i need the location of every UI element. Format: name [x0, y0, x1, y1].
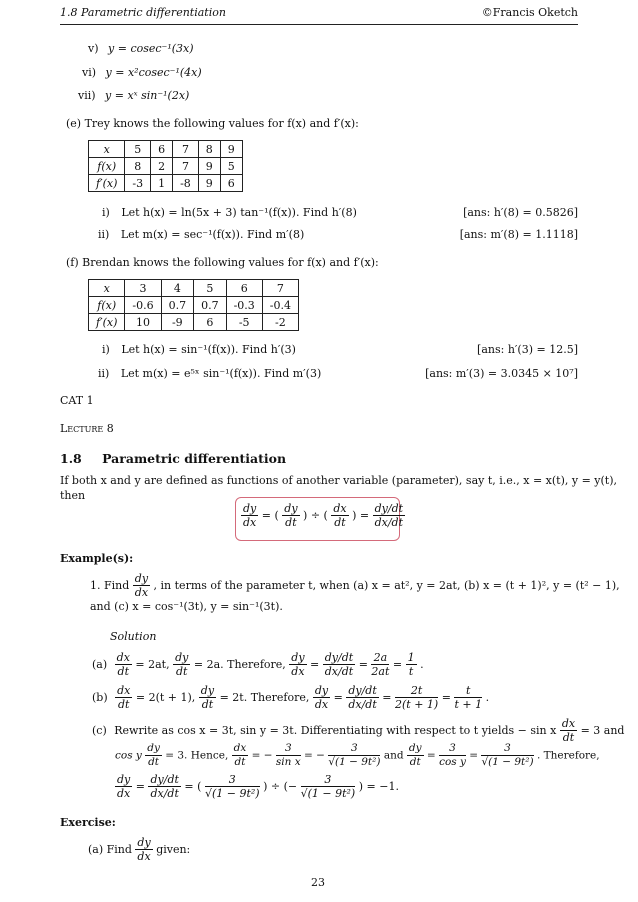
frac: $\frac{3}{\text{√(1 − 9t²)}}$ — [481, 742, 534, 768]
running-header-left: 1.8 Parametric differentiation — [60, 6, 226, 19]
sol-text: . — [485, 691, 490, 704]
frac: $\frac{dx}{dt}$ — [116, 651, 130, 678]
item-text: Let m(x) = sec⁻¹(f(x)). Find m′(8) — [120, 228, 305, 241]
sol-text: = − — [251, 749, 273, 762]
example-1-line-2: and (c) x = cos⁻¹(3t), y = sin⁻¹(3t). — [90, 600, 283, 613]
sol-label: (a) — [92, 658, 108, 671]
table-cell: 3 — [125, 280, 161, 297]
frac: $\frac{dy/dt}{dx/dt}$ — [348, 684, 377, 711]
sol-text: = — [469, 749, 479, 762]
part-e-item-i — [102, 206, 357, 219]
section-title: Parametric differentiation — [102, 451, 287, 466]
part-e-item-ii — [98, 228, 304, 241]
part-f-item-i — [102, 343, 296, 356]
list-num: vii) — [78, 89, 96, 102]
example-text: 1. Find — [90, 579, 130, 592]
list-num: vi) — [82, 66, 97, 79]
table-cell: -8 — [173, 175, 199, 192]
table-row — [89, 158, 243, 175]
frac: $\frac{2a}{2at}$ — [371, 651, 390, 678]
sol-text: = — [382, 691, 392, 704]
sol-text: = — [333, 691, 343, 704]
row-header-cell: x — [89, 280, 125, 297]
values-table-f — [88, 279, 299, 331]
exercise-text: given: — [156, 843, 191, 856]
frac-den: dx — [243, 516, 257, 529]
item-num: ii) — [98, 367, 110, 380]
sol-text: = 2at, — [135, 658, 170, 671]
table-row — [89, 175, 243, 192]
row-header-cell: f′(x) — [89, 314, 125, 331]
frac-num: dx — [333, 502, 347, 515]
list-item-v — [88, 42, 194, 55]
header-rule — [60, 24, 578, 25]
part-e-intro: (e) Trey knows the following values for f(x) and f′(x): — [66, 117, 359, 130]
table-cell: -0.6 — [125, 297, 161, 314]
frac-den: dt — [285, 516, 297, 529]
answer-f-ii: [ans: m′(3) = 3.0345 × 10⁷] — [425, 367, 578, 380]
table-cell: 4 — [161, 280, 194, 297]
list-expr: y = xˣ sin⁻¹(2x) — [105, 89, 190, 102]
table-cell: 8 — [198, 141, 220, 158]
frac: $\frac{dx}{dt}$ — [561, 717, 576, 744]
list-expr: y = cosec⁻¹(3x) — [108, 42, 194, 55]
sol-text: = 2(t + 1), — [135, 691, 196, 704]
page-number: 23 — [311, 876, 325, 889]
frac: $\frac{3}{\text{cos y}}$ — [439, 742, 466, 768]
frac: $\frac{2t}{2(t + 1)}$ — [395, 684, 439, 711]
table-cell: 6 — [226, 280, 262, 297]
table-cell: 6 — [194, 314, 227, 331]
answer-f-i: [ans: h′(3) = 12.5] — [477, 343, 578, 356]
frac-dy-dt — [282, 502, 299, 529]
sol-text: . Therefore, — [536, 749, 600, 762]
list-expr: y = x²cosec⁻¹(4x) — [105, 66, 202, 79]
table-cell: 5 — [220, 158, 242, 175]
table-cell: 5 — [125, 141, 151, 158]
frac: $\frac{dx}{dt}$ — [233, 742, 247, 768]
sol-text: = − — [304, 749, 325, 762]
table-cell: -0.3 — [226, 297, 262, 314]
frac: $\frac{dy}{dt}$ — [408, 742, 422, 768]
solution-c-line-2 — [115, 742, 600, 769]
frac: $\frac{dy}{dx}$ — [291, 651, 305, 678]
item-num: i) — [102, 206, 110, 219]
table-cell: -0.4 — [262, 297, 298, 314]
table-cell: 1 — [151, 175, 173, 192]
lecture-label: Lecture 8 — [60, 422, 114, 435]
section-number: 1.8 — [60, 451, 82, 466]
frac-num: dy/dt — [374, 502, 404, 515]
answer-e-i: [ans: h′(8) = 0.5826] — [463, 206, 578, 219]
item-text: Let h(x) = ln(5x + 3) tan⁻¹(f(x)). Find h′(8) — [121, 206, 357, 219]
table-cell: 9 — [198, 175, 220, 192]
frac-dy-dx — [133, 572, 150, 599]
sol-text: . — [420, 658, 424, 671]
frac-den: dx/dt — [374, 516, 404, 529]
frac: $\frac{3}{\text{√(1 − 9t²)}}$ — [204, 773, 260, 800]
list-num: v) — [88, 42, 99, 55]
cat-label: CAT 1 — [60, 394, 94, 407]
frac: $\frac{3}{\text{√(1 − 9t²)}}$ — [300, 773, 356, 800]
answer-e-ii: [ans: m′(8) = 1.1118] — [459, 228, 578, 241]
row-header-cell: x — [89, 141, 125, 158]
sol-text: cos y — [115, 749, 142, 762]
running-header-right: ©Francis Oketch — [481, 6, 578, 19]
sol-text: = — [426, 749, 436, 762]
frac: $\frac{dy}{dx}$ — [314, 684, 329, 711]
row-header-cell: f(x) — [89, 158, 125, 175]
sol-text: and — [383, 749, 404, 762]
table-cell: 0.7 — [161, 297, 194, 314]
example-text: , in terms of the parameter t, when (a) x = at², y = 2at, (b) x = (t + 1)², y = (t² − 1), — [153, 579, 620, 592]
sol-text: = −1. — [366, 780, 399, 793]
list-item-vii — [78, 89, 189, 102]
table-row — [89, 280, 299, 297]
frac: $\frac{dx}{dt}$ — [117, 684, 131, 711]
table-cell: 8 — [125, 158, 151, 175]
item-num: i) — [102, 343, 110, 356]
frac-dy-dx: $\frac{dy}{dx}$ — [137, 836, 151, 863]
values-table-e — [88, 140, 243, 192]
table-cell: 7 — [262, 280, 298, 297]
table-cell: 2 — [151, 158, 173, 175]
intro-line-2: then — [60, 489, 86, 502]
exercise-a — [88, 836, 190, 863]
frac: $\frac{dy}{dx}$ — [117, 773, 131, 800]
sol-text: Rewrite as cos x = 3t, sin y = 3t. Differentiating with respect to t yields − sin x — [114, 724, 557, 737]
parametric-formula: $\frac{dy}{dx}$ = ( $\frac{dy}{dt}$ ) ÷ ( $\frac{dx}{dt}$ ) = $\frac{dy/dt}{dx/dt}$ — [243, 502, 404, 529]
table-cell: 7 — [173, 158, 199, 175]
list-item-vi — [82, 66, 202, 79]
solution-c-line-1 — [92, 717, 624, 744]
solution-c-line-3: $\frac{dy}{dx}$ = $\frac{dy/dt}{dx/dt}$ = ( $\frac{3}{\text{√(1 − 9t²)}}$ ) ÷ (− $\frac{3}{\text{√(1 − 9t²)}}$ ) = −1. — [117, 773, 399, 800]
example-1-line-1 — [90, 572, 620, 599]
table-cell: 7 — [173, 141, 199, 158]
frac-dx-dt — [331, 502, 348, 529]
sol-text: = 2t. Therefore, — [219, 691, 310, 704]
frac: $\frac{1}{t}$ — [407, 651, 415, 678]
table-cell: 0.7 — [194, 297, 227, 314]
sol-text: = — [441, 691, 451, 704]
frac-den: dx — [134, 586, 149, 599]
table-cell: 6 — [220, 175, 242, 192]
table-cell: 5 — [194, 280, 227, 297]
part-f-intro: (f) Brendan knows the following values for f(x) and f′(x): — [66, 256, 379, 269]
item-num: ii) — [98, 228, 110, 241]
examples-heading: Example(s): — [60, 552, 134, 565]
table-cell: -9 — [161, 314, 194, 331]
item-text: Let m(x) = e⁵ˣ sin⁻¹(f(x)). Find m′(3) — [120, 367, 322, 380]
frac: $\frac{t}{t + 1}$ — [454, 684, 483, 711]
frac: $\frac{dy/dt}{dx/dt}$ — [150, 773, 179, 800]
frac-ratio — [373, 502, 405, 529]
table-cell: -2 — [262, 314, 298, 331]
table-row — [89, 314, 299, 331]
frac: $\frac{3}{\text{sin x}}$ — [275, 742, 301, 768]
frac: $\frac{dy/dt}{dx/dt}$ — [324, 651, 354, 678]
frac-num: dy — [284, 502, 298, 515]
sol-label: (c) — [92, 724, 107, 737]
table-cell: -5 — [226, 314, 262, 331]
table-row — [89, 297, 299, 314]
solution-b — [92, 684, 489, 711]
sol-label: (b) — [92, 691, 108, 704]
frac: $\frac{dy}{dt}$ — [200, 684, 215, 711]
sol-text: = — [310, 658, 320, 671]
frac: $\frac{3}{\text{√(1 − 9t²)}}$ — [328, 742, 381, 768]
intro-line-1: If both x and y are defined as functions of another variable (parameter), say t, i.e., x = x(t), y = y(t), — [60, 474, 618, 487]
table-cell: 9 — [198, 158, 220, 175]
item-text: Let h(x) = sin⁻¹(f(x)). Find h′(3) — [121, 343, 296, 356]
table-cell: 9 — [220, 141, 242, 158]
frac-dy-dx — [241, 502, 258, 529]
solution-label: Solution — [110, 630, 157, 643]
sol-text: = 3 and — [580, 724, 625, 737]
exercise-text: (a) Find — [88, 843, 132, 856]
row-header-cell: f(x) — [89, 297, 125, 314]
table-cell: 6 — [151, 141, 173, 158]
frac-num: dy — [243, 502, 257, 515]
frac: $\frac{dy}{dt}$ — [147, 742, 160, 768]
table-cell: 10 — [125, 314, 161, 331]
sol-text: = 2a. Therefore, — [193, 658, 286, 671]
table-row — [89, 141, 243, 158]
frac: $\frac{dy}{dt}$ — [175, 651, 189, 678]
row-header-cell: f′(x) — [89, 175, 125, 192]
part-f-item-ii — [98, 367, 321, 380]
table-cell: -3 — [125, 175, 151, 192]
sol-text: = — [392, 658, 403, 671]
sol-text: = — [358, 658, 368, 671]
frac-den: dt — [334, 516, 346, 529]
section-heading — [60, 451, 286, 466]
frac-num: dy — [134, 572, 149, 585]
exercise-heading: Exercise: — [60, 816, 116, 829]
sol-text: = 3. Hence, — [165, 749, 229, 762]
solution-a — [92, 651, 424, 678]
